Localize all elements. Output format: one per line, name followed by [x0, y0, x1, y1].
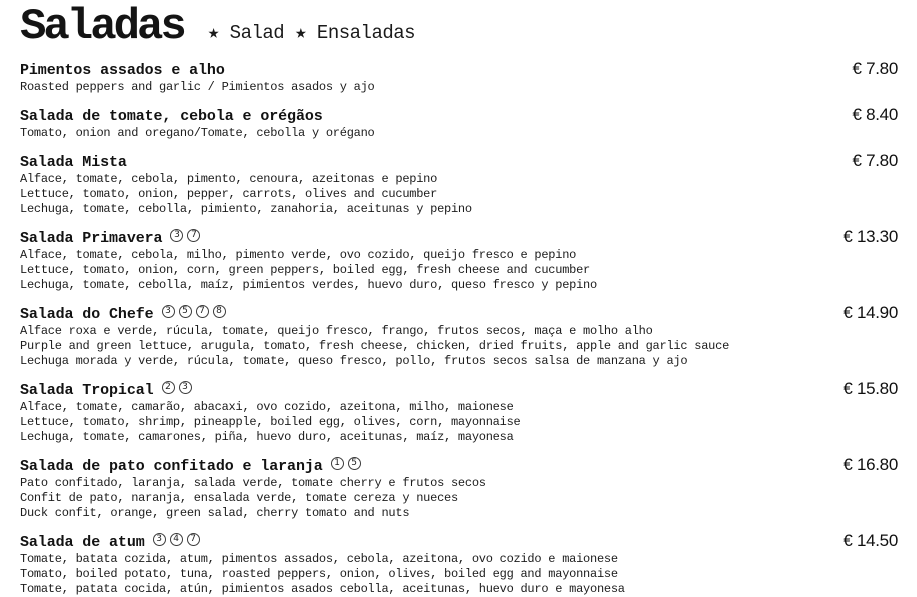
menu-item — [20, 105, 898, 141]
item-descriptions — [20, 552, 898, 597]
menu-header — [20, 4, 898, 50]
menu-item — [20, 531, 898, 597]
item-description-line: Purple and green lettuce, arugula, tomato, fresh cheese, chicken, dried fruits, apple and garlic sauce — [20, 339, 730, 353]
allergen-badge: 7 — [187, 229, 200, 242]
item-description-line: Roasted peppers and garlic / Pimientos asados y ajo — [20, 80, 375, 94]
item-description-line: Lettuce, tomato, onion, pepper, carrots, olives and cucumber — [20, 187, 438, 201]
menu-item-header-row — [20, 59, 898, 79]
menu-item — [20, 227, 898, 293]
item-description-line: Lettuce, tomato, shrimp, pineapple, boiled egg, olives, corn, mayonnaise — [20, 415, 521, 429]
menu-item — [20, 151, 898, 217]
item-descriptions — [20, 476, 898, 521]
item-description-line: Duck confit, orange, green salad, cherry tomato and nuts — [20, 506, 410, 520]
allergen-badge: 2 — [162, 381, 175, 394]
item-price: € 7.80 — [852, 151, 898, 170]
allergen-badge: 5 — [179, 305, 192, 318]
allergen-badge: 3 — [162, 305, 175, 318]
item-descriptions — [20, 400, 898, 445]
menu-item-header-row — [20, 105, 898, 125]
allergen-badges — [162, 381, 192, 394]
allergen-badge: 3 — [153, 533, 166, 546]
item-description-line: Tomato, onion and oregano/Tomate, cebolla y orégano — [20, 126, 375, 140]
item-name: Pimentos assados e alho — [20, 62, 225, 79]
allergen-badges — [162, 305, 226, 318]
item-price: € 16.80 — [843, 455, 898, 474]
item-description-line: Lechuga, tomate, camarones, piña, huevo duro, aceitunas, maíz, mayonesa — [20, 430, 514, 444]
item-price: € 15.80 — [843, 379, 898, 398]
item-description-line: Lechuga, tomate, cebolla, pimiento, zanahoria, aceitunas y pepino — [20, 202, 472, 216]
item-name: Salada Tropical — [20, 382, 154, 399]
allergen-badges — [331, 457, 361, 470]
item-description-line: Confit de pato, naranja, ensalada verde, tomate cereza y nueces — [20, 491, 458, 505]
menu-item-header-row — [20, 455, 898, 475]
menu-item-header-row — [20, 151, 898, 171]
item-price: € 14.50 — [843, 531, 898, 550]
item-descriptions — [20, 324, 898, 369]
menu-item-header-row — [20, 227, 898, 247]
item-name: Salada do Chefe — [20, 306, 154, 323]
item-descriptions — [20, 80, 898, 95]
allergen-badge: 1 — [331, 457, 344, 470]
allergen-badge: 7 — [196, 305, 209, 318]
item-description-line: Tomato, boiled potato, tuna, roasted peppers, onion, olives, boiled egg and mayonnaise — [20, 567, 618, 581]
menu-item-header-row — [20, 531, 898, 551]
item-name: Salada de atum — [20, 534, 145, 551]
item-price: € 14.90 — [843, 303, 898, 322]
item-description-line: Alface, tomate, cebola, milho, pimento verde, ovo cozido, queijo fresco e pepino — [20, 248, 577, 262]
item-name: Salada de tomate, cebola e orégãos — [20, 108, 323, 125]
item-description-line: Pato confitado, laranja, salada verde, tomate cherry e frutos secos — [20, 476, 486, 490]
allergen-badge: 4 — [170, 533, 183, 546]
item-name: Salada de pato confitado e laranja — [20, 458, 323, 475]
item-description-line: Alface roxa e verde, rúcula, tomate, queijo fresco, frango, frutos secos, maça e molho alho — [20, 324, 653, 338]
page-subtitle: ★ Salad ★ Ensaladas — [207, 22, 416, 44]
item-description-line: Lettuce, tomato, onion, corn, green peppers, boiled egg, fresh cheese and cucumber — [20, 263, 590, 277]
menu-item — [20, 303, 898, 369]
page-title: Saladas — [20, 2, 184, 52]
allergen-badges — [153, 533, 200, 546]
allergen-badge: 3 — [170, 229, 183, 242]
item-description-line: Alface, tomate, camarão, abacaxi, ovo cozido, azeitona, milho, maionese — [20, 400, 514, 414]
item-name: Salada Primavera — [20, 230, 163, 247]
item-description-line: Lechuga morada y verde, rúcula, tomate, queso fresco, pollo, frutos secos salsa de manzana y ajo — [20, 354, 688, 368]
item-price: € 7.80 — [852, 59, 898, 78]
item-description-line: Tomate, patata cocida, atún, pimientos asados cebolla, aceitunas, huevo duro e mayonesa — [20, 582, 625, 596]
item-name: Salada Mista — [20, 154, 127, 171]
menu-items-list — [20, 59, 898, 597]
allergen-badge: 3 — [179, 381, 192, 394]
item-price: € 8.40 — [852, 105, 898, 124]
menu-item — [20, 59, 898, 95]
item-price: € 13.30 — [843, 227, 898, 246]
allergen-badges — [170, 229, 200, 242]
allergen-badge: 7 — [187, 533, 200, 546]
item-description-line: Alface, tomate, cebola, pimento, cenoura, azeitonas e pepino — [20, 172, 438, 186]
allergen-badge: 8 — [213, 305, 226, 318]
item-descriptions — [20, 248, 898, 293]
item-description-line: Lechuga, tomate, cebolla, maíz, pimientos verdes, huevo duro, queso fresco y pepino — [20, 278, 597, 292]
menu-item — [20, 379, 898, 445]
item-descriptions — [20, 126, 898, 141]
menu-item-header-row — [20, 379, 898, 399]
item-descriptions — [20, 172, 898, 217]
allergen-badge: 5 — [348, 457, 361, 470]
item-description-line: Tomate, batata cozida, atum, pimentos assados, cebola, azeitona, ovo cozido e maionese — [20, 552, 618, 566]
menu-item — [20, 455, 898, 521]
menu-item-header-row — [20, 303, 898, 323]
